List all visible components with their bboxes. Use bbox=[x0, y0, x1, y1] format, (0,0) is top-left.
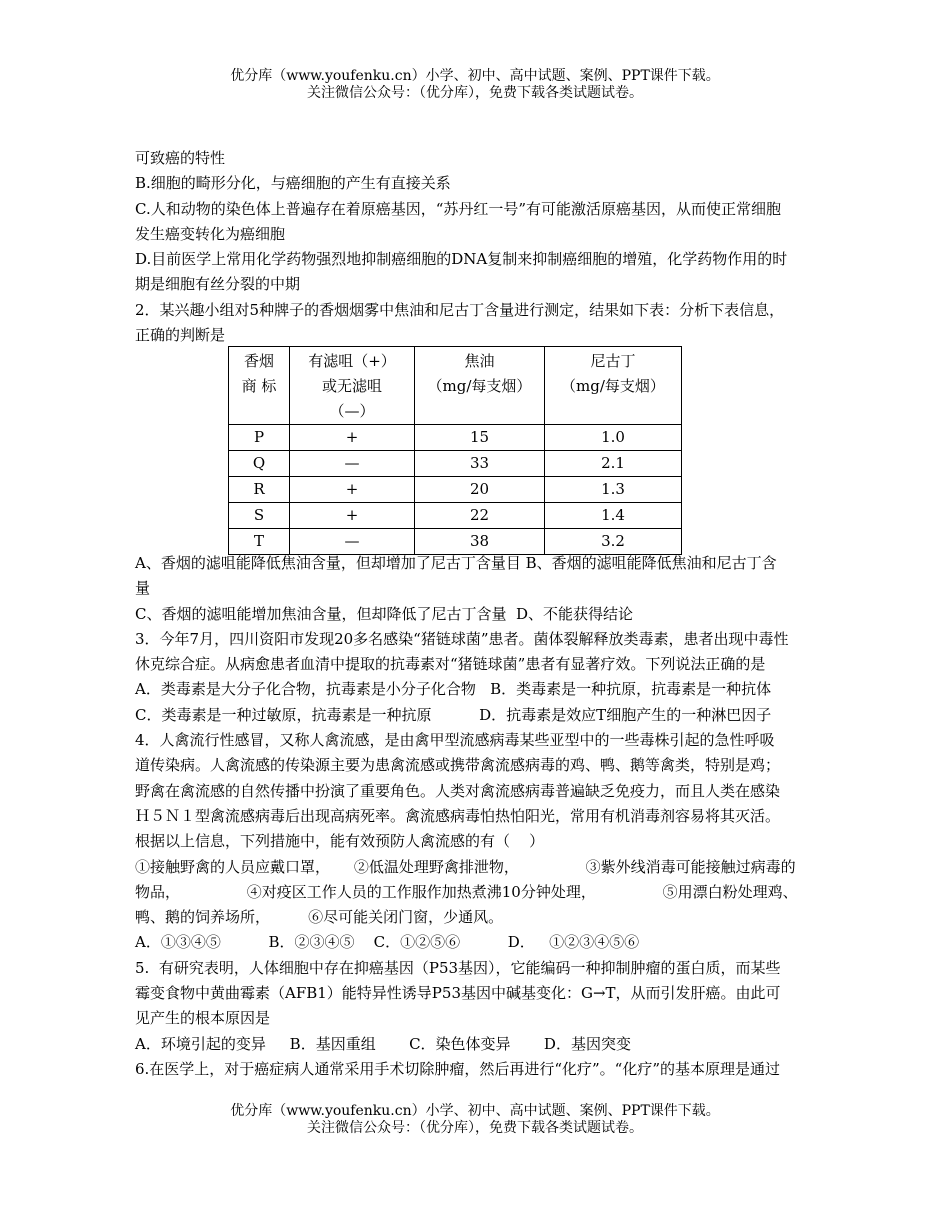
page-header bbox=[0, 68, 950, 102]
table-row bbox=[229, 477, 682, 503]
table-cell: T bbox=[229, 529, 290, 555]
text-line: A、香烟的滤咀能降低焦油含量，但却增加了尼古丁含量目 B、香烟的滤咀能降低焦油和尼古丁含 bbox=[135, 554, 777, 572]
table-cell: P bbox=[229, 425, 290, 451]
table-cell: 3.2 bbox=[545, 529, 682, 555]
table-cell: + bbox=[290, 477, 415, 503]
table-cell: 22 bbox=[415, 503, 545, 529]
text-line: 4．人禽流行性感冒，又称人禽流感，是由禽甲型流感病毒某些亚型中的一些毒株引起的急性呼吸 bbox=[135, 731, 775, 750]
table-cell: — bbox=[290, 529, 415, 555]
text-line: B.细胞的畸形分化，与癌细胞的产生有直接关系 bbox=[135, 174, 451, 193]
table-cell: Q bbox=[229, 451, 290, 477]
text-line: Ｈ５Ｎ１型禽流感病毒后出现高病死率。禽流感病毒怕热怕阳光，常用有机消毒剂容易将其灭活。 bbox=[135, 806, 781, 825]
header-text: 有滤咀（+） bbox=[308, 352, 396, 370]
text-line: C、香烟的滤咀能增加焦油含量，但却降低了尼古丁含量 D、不能获得结论 bbox=[135, 604, 634, 623]
header-cell-brand bbox=[229, 347, 290, 425]
text-line: 霉变食物中黄曲霉素（AFB1）能特异性诱导P53基因中碱基变化：G→T，从而引发肝癌。由此可 bbox=[135, 984, 781, 1003]
cigarette-data-table bbox=[228, 346, 682, 555]
table-cell: 2.1 bbox=[545, 451, 682, 477]
header-text: （—） bbox=[329, 402, 375, 420]
text-line: ①接触野禽的人员应戴口罩， ②低温处理野禽排泄物， ③紫外线消毒可能接触过病毒的 bbox=[135, 857, 796, 876]
text-line: 野禽在禽流感的自然传播中扮演了重要角色。人类对禽流感病毒普遍缺乏免疫力，而且人类在感染 bbox=[135, 781, 781, 800]
header-text: （mg/每支烟） bbox=[561, 377, 665, 395]
upper-text-block bbox=[135, 146, 880, 348]
table-row bbox=[229, 503, 682, 529]
lower-text-block bbox=[135, 551, 883, 1082]
text-line: A．环境引起的变异 B．基因重组 C．染色体变异 D．基因突变 bbox=[135, 1034, 631, 1053]
table-cell: + bbox=[290, 425, 415, 451]
header-text: 焦油 bbox=[464, 352, 495, 370]
table-cell: — bbox=[290, 451, 415, 477]
text-line: 根据以上信息，下列措施中，能有效预防人禽流感的有（ ） bbox=[135, 832, 545, 851]
table-row bbox=[229, 425, 682, 451]
table-header-row bbox=[229, 347, 682, 425]
header-text: 香烟 bbox=[243, 352, 274, 370]
text-line: 3．今年7月，四川资阳市发现20多名感染“猪链球菌”患者。菌体裂解释放类毒素，患者出现中毒性 bbox=[135, 629, 789, 648]
table-cell: 1.0 bbox=[545, 425, 682, 451]
table-cell: 38 bbox=[415, 529, 545, 555]
table-cell: 1.4 bbox=[545, 503, 682, 529]
table-cell: R bbox=[229, 477, 290, 503]
text-line: 量 bbox=[135, 579, 151, 598]
table-cell: 15 bbox=[415, 425, 545, 451]
table-cell: + bbox=[290, 503, 415, 529]
table-cell: 33 bbox=[415, 451, 545, 477]
header-line-1: 优分库（www.youfenku.cn）小学、初中、高中试题、案例、PPT课件下载。 bbox=[230, 68, 720, 84]
page-footer bbox=[0, 1103, 950, 1137]
header-text: （mg/每支烟） bbox=[427, 377, 532, 395]
text-line: 物品， ④对疫区工作人员的工作服作加热煮沸10分钟处理， ⑤用漂白粉处理鸡、 bbox=[135, 882, 798, 901]
header-text: 商 标 bbox=[241, 377, 277, 395]
header-text: 尼古丁 bbox=[590, 352, 636, 370]
table-cell: S bbox=[229, 503, 290, 529]
table-cell: 1.3 bbox=[545, 477, 682, 503]
text-line: 鸭、鹅的饲养场所， ⑥尽可能关闭门窗，少通风。 bbox=[135, 908, 504, 927]
text-line: 道传染病。人禽流感的传染源主要为患禽流感或携带禽流感病毒的鸡、鸭、鹅等禽类，特别是鸡； bbox=[135, 756, 781, 775]
header-cell-tar bbox=[415, 347, 545, 425]
text-line: D.目前医学上常用化学药物强烈地抑制癌细胞的DNA复制来抑制癌细胞的增殖，化学药物作用的时 bbox=[135, 250, 788, 269]
header-cell-nicotine bbox=[545, 347, 682, 425]
header-cell-filter bbox=[290, 347, 415, 425]
text-line: 2．某兴趣小组对5种牌子的香烟烟雾中焦油和尼古丁含量进行测定，结果如下表：分析下表信息， bbox=[135, 300, 785, 319]
text-line: C.人和动物的染色体上普遍存在着原癌基因，“苏丹红一号”有可能激活原癌基因，从而使正常细胞 bbox=[135, 199, 782, 218]
text-line: 发生癌变转化为癌细胞 bbox=[135, 224, 286, 243]
text-line: 见产生的根本原因是 bbox=[135, 1009, 271, 1028]
text-line: A．类毒素是大分子化合物，抗毒素是小分子化合物 B．类毒素是一种抗原，抗毒素是一种抗体 bbox=[135, 680, 772, 699]
table-row bbox=[229, 451, 682, 477]
table-cell: 20 bbox=[415, 477, 545, 503]
header-text: 或无滤咀 bbox=[321, 377, 382, 395]
header-line-2: 关注微信公众号：（优分库），免费下载各类试题试卷。 bbox=[307, 85, 643, 101]
text-line: 5. 有研究表明，人体细胞中存在抑癌基因（P53基因），它能编码一种抑制肿瘤的蛋白质，而某些 bbox=[135, 958, 781, 977]
text-line: 正确的判断是 bbox=[135, 326, 226, 345]
text-line: 6.在医学上，对于癌症病人通常采用手术切除肿瘤，然后再进行“化疗”。“化疗”的基本原理是通过 bbox=[135, 1059, 780, 1078]
text-line: 可致癌的特性 bbox=[135, 149, 226, 167]
footer-line-2: 关注微信公众号：（优分库），免费下载各类试题试卷。 bbox=[307, 1120, 643, 1136]
text-line: 休克综合症。从病愈患者血清中提取的抗毒素对“猪链球菌”患者有显著疗效。下列说法正确的是 bbox=[135, 655, 766, 674]
footer-line-1: 优分库（www.youfenku.cn）小学、初中、高中试题、案例、PPT课件下载。 bbox=[230, 1103, 720, 1119]
text-line: A．①③④⑤ B．②③④⑤ C．①②⑤⑥ D． ①②③④⑤⑥ bbox=[135, 933, 640, 952]
text-line: 期是细胞有丝分裂的中期 bbox=[135, 275, 301, 294]
text-line: C．类毒素是一种过敏原，抗毒素是一种抗原 D．抗毒素是效应T细胞产生的一种淋巴因子 bbox=[135, 705, 772, 724]
